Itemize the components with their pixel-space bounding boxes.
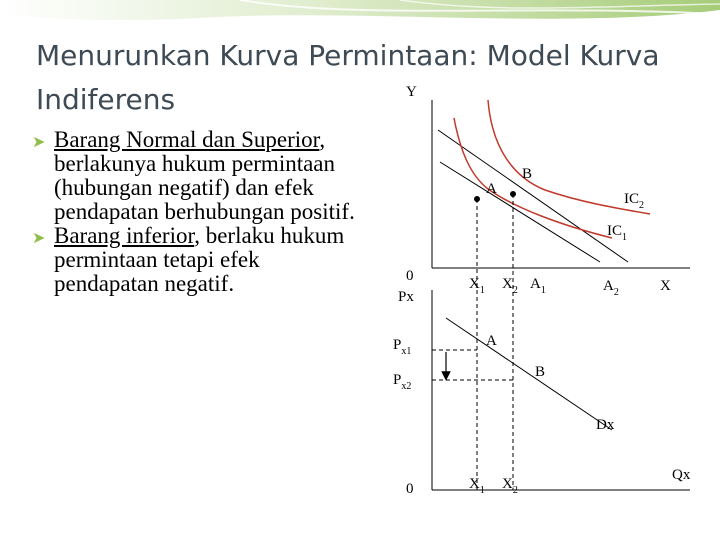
point-b-label: B — [522, 166, 533, 182]
x1-label: $X_1$ — [469, 276, 485, 296]
demand-curve-label: Dx — [596, 417, 615, 433]
demand-curve-dx — [446, 318, 612, 430]
top-x-axis-label: X — [660, 278, 671, 294]
bottom-panel — [393, 289, 691, 497]
top-origin-label: 0 — [406, 268, 414, 284]
bottom-x1-label: $X_1$ — [469, 476, 485, 496]
x2-label: $X_2$ — [502, 276, 518, 296]
tangency-point-b — [510, 191, 516, 197]
bullet-arrow-icon: ➤ — [32, 230, 46, 247]
top-panel — [406, 84, 690, 490]
bottom-point-b-label: B — [535, 364, 546, 380]
bullet-term: Barang Normal dan Superior — [54, 127, 320, 152]
bottom-point-a-label: A — [486, 333, 497, 349]
bottom-x2-label: $X_2$ — [502, 476, 518, 496]
point-a-label: A — [486, 181, 497, 197]
ic1-label: $IC_1$ — [607, 223, 627, 243]
budget-line-1 — [438, 130, 628, 262]
bottom-y-axis-label: Px — [398, 289, 414, 305]
ic2-label: $IC_2$ — [624, 191, 644, 211]
px2-label: $P_{x2}$ — [393, 372, 412, 392]
tangency-point-a — [474, 196, 480, 202]
a1-label: $A_1$ — [530, 276, 546, 296]
bottom-origin-label: 0 — [406, 481, 414, 497]
bullet-arrow-icon: ➤ — [32, 134, 46, 151]
bullet-text: , berlakunya hukum permintaan (hubungan negatif) dan efek pendapatan berhubungan positif. — [54, 127, 355, 224]
slide-title: Menurunkan Kurva Permintaan: Model Kurva Indiferens — [36, 39, 660, 116]
budget-line-2 — [440, 162, 600, 262]
bullet-text: , berlaku hukum permintaan tetapi efek pendapatan negatif. — [54, 223, 345, 296]
px1-label: $P_{x1}$ — [393, 337, 412, 357]
top-y-axis-label: Y — [406, 84, 417, 100]
bottom-x-axis-label: Qx — [672, 467, 691, 483]
bullet-term: Barang inferior — [54, 223, 195, 248]
a2-label: $A_2$ — [603, 278, 619, 298]
